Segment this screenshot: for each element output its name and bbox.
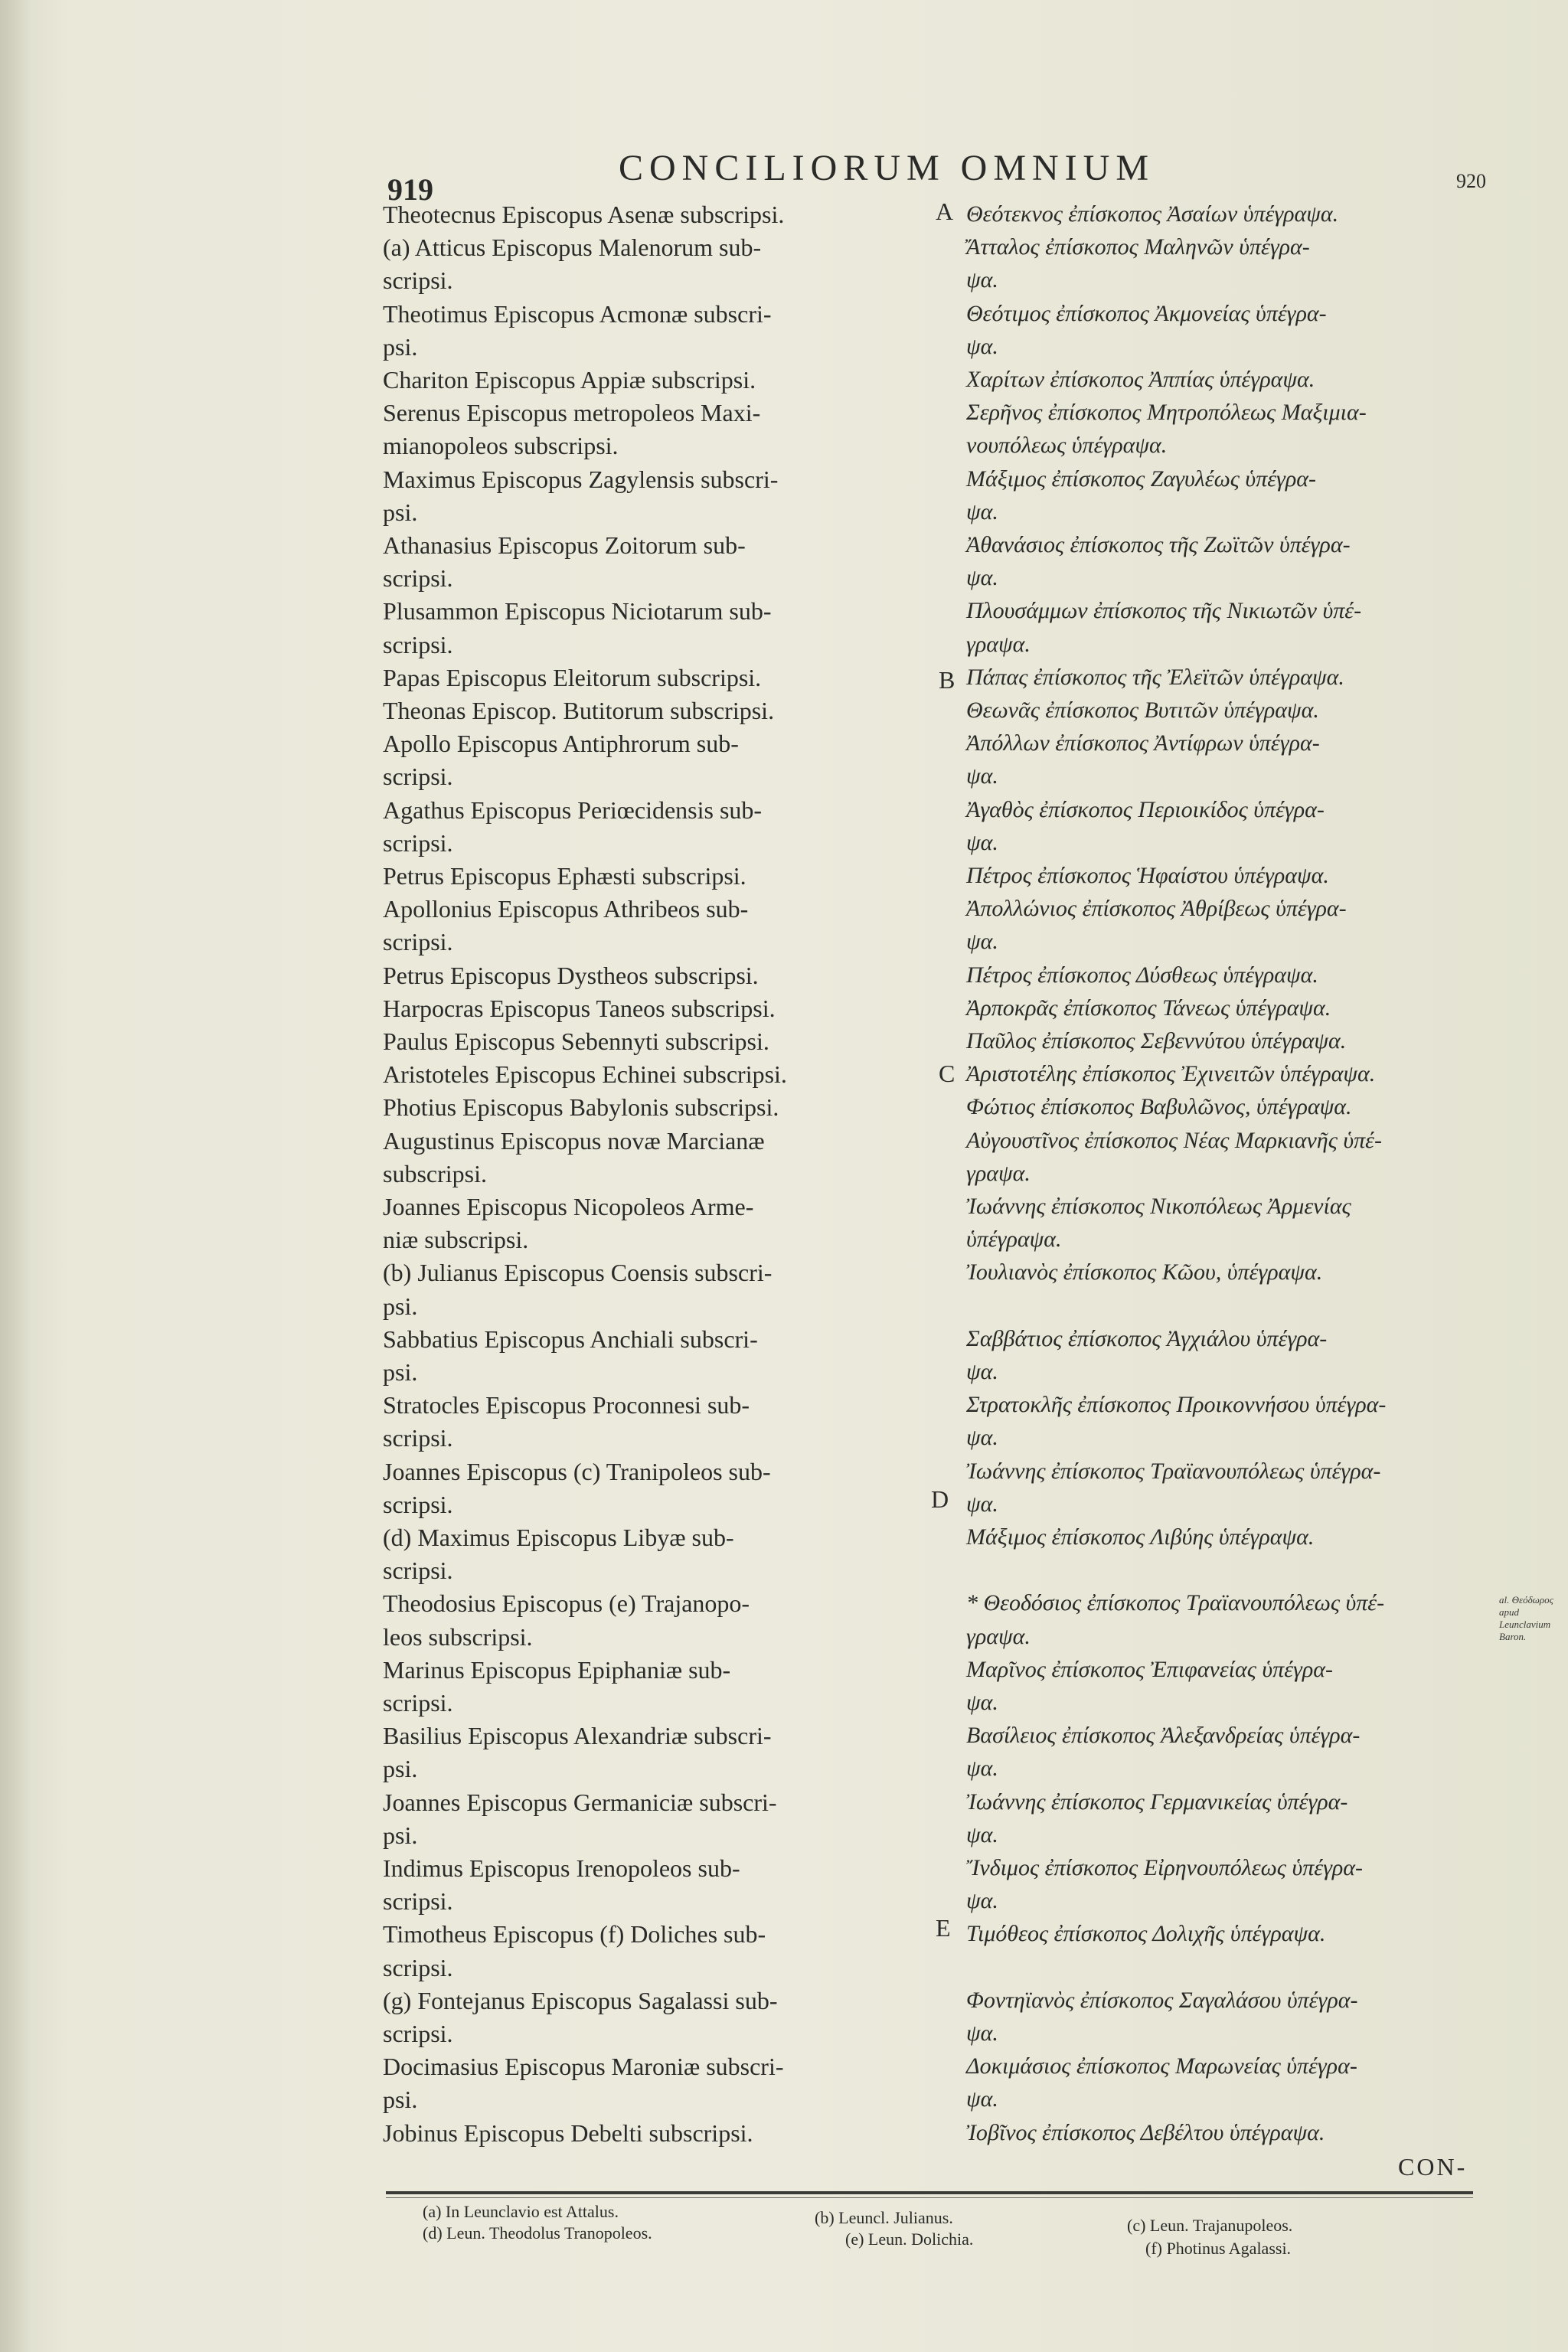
latin-line: psi. [383,332,418,361]
greek-line: Ἄτταλος ἐπίσκοπος Μαληνῶν ὑπέγρα- [966,234,1310,260]
latin-line: psi. [383,498,418,526]
latin-line: scripsi. [383,266,453,295]
greek-line: ψα. [966,2020,998,2046]
greek-line: γραψα. [966,1160,1031,1186]
latin-line: mianopoleos subscripsi. [383,432,619,460]
running-title: CONCILIORUM OMNIUM [619,148,1155,188]
page-header [0,147,1568,207]
greek-line: ψα. [966,267,998,293]
greek-line: Ἀθανάσιος ἐπίσκοπος τῆς Ζωϊτῶν ὑπέγρα- [966,532,1351,557]
latin-line: Plusammon Episcopus Niciotarum sub- [383,597,772,626]
greek-line: Ἰοβῖνος ἐπίσκοπος Δεβέλτου ὑπέγραψα. [966,2119,1325,2145]
latin-line: Timotheus Episcopus (f) Doliches sub- [383,1920,766,1949]
footnote-f: (f) Photinus Agalassi. [1145,2239,1292,2258]
greek-line: Ἀπόλλων ἐπίσκοπος Ἀντίφρων ὑπέγρα- [966,730,1320,756]
latin-line: Athanasius Episcopus Zoitorum sub- [383,531,746,559]
latin-line: scripsi. [383,564,453,593]
latin-line: psi. [383,1292,418,1320]
latin-line: Stratocles Episcopus Proconnesi sub- [383,1391,750,1419]
latin-line: leos subscripsi. [383,1622,533,1651]
latin-line: scripsi. [383,928,453,956]
footnote-c: (c) Leun. Trajanupoleos. [1127,2216,1293,2235]
section-letter-c: C [939,1060,956,1087]
greek-line: ὑπέγραψα. [966,1227,1062,1253]
greek-line: γραψα. [966,631,1031,657]
latin-line: Serenus Episcopus metropoleos Maxi- [383,399,761,427]
greek-line: Ἀπολλώνιος ἐπίσκοπος Ἀθρίβεως ὑπέγρα- [966,896,1347,922]
latin-line: Basilius Episcopus Alexandriæ subscri- [383,1722,772,1750]
latin-line: scripsi. [383,630,453,658]
greek-line: ψα. [966,929,998,955]
latin-line: Apollonius Episcopus Athribeos sub- [383,895,749,923]
latin-line: scripsi. [383,1953,453,1981]
greek-line: ψα. [966,1425,998,1451]
greek-line: Παῦλος ἐπίσκοπος Σεβεννύτου ὑπέγραψα. [966,1028,1347,1054]
greek-line: ψα. [966,1756,998,1782]
greek-line: Ἰουλιανὸς ἐπίσκοπος Κῶου, ὑπέγραψα. [966,1259,1323,1285]
greek-line: ψα. [966,1359,998,1384]
greek-line: Μαρῖνος ἐπίσκοπος Ἐπιφανείας ὑπέγρα- [966,1656,1333,1682]
footnote-b: (b) Leuncl. Julianus. [815,2208,953,2227]
greek-line: Φώτιος ἐπίσκοπος Βαβυλῶνος, ὑπέγραψα. [966,1094,1352,1120]
latin-line: psi. [383,1358,418,1386]
latin-line: (g) Fontejanus Episcopus Sagalassi sub- [383,1986,778,2014]
latin-line: (b) Julianus Episcopus Coensis subscri- [383,1259,773,1287]
section-letter-d: D [931,1485,949,1513]
greek-line: γραψα. [966,1623,1031,1649]
latin-line: psi. [383,1755,418,1783]
greek-line: ψα. [966,2086,998,2112]
latin-line: Theonas Episcop. Butitorum subscripsi. [383,697,775,724]
greek-line: Πέτρος ἐπίσκοπος Ἡφαίστου ὑπέγραψα. [966,863,1329,888]
latin-line: Marinus Episcopus Epiphaniæ sub- [383,1655,731,1684]
greek-line: Σαββάτιος ἐπίσκοπος Ἀγχιάλου ὑπέγρα- [966,1325,1328,1351]
greek-line: Φοντηϊανὸς ἐπίσκοπος Σαγαλάσου ὑπέγρα- [966,1987,1358,2013]
latin-line: Theotecnus Episcopus Asenæ subscripsi. [383,201,785,228]
greek-line: Θεωνᾶς ἐπίσκοπος Βυτιτῶν ὑπέγραψα. [966,697,1319,723]
latin-line: (a) Atticus Episcopus Malenorum sub- [383,234,762,262]
footnote-rule-thin [386,2197,1473,2198]
footnote-e: (e) Leun. Dolichia. [845,2230,974,2249]
latin-line: Joannes Episcopus Nicopoleos Arme- [383,1193,754,1220]
latin-line: Theotimus Episcopus Acmonæ subscri- [383,299,772,328]
greek-line: Βασίλειος ἐπίσκοπος Ἀλεξανδρείας ὑπέγρα- [966,1723,1361,1749]
latin-line: Harpocras Episcopus Taneos subscripsi. [383,994,776,1022]
latin-line: Paulus Episcopus Sebennyti subscripsi. [383,1027,769,1055]
greek-line: Ἴνδιμος ἐπίσκοπος Εἰρηνουπόλεως ὑπέγρα- [966,1855,1364,1880]
greek-line: ψα. [966,498,998,524]
greek-line: Σερῆνος ἐπίσκοπος Μητροπόλεως Μαξιμια- [966,400,1367,426]
latin-line: niæ subscripsi. [383,1226,529,1254]
catchword: CON- [1398,2153,1468,2180]
margin-note: al. Θεόδωρος apud Leunclavium Baron. [1499,1594,1553,1642]
page-number-left: 919 [387,172,433,207]
latin-line: Papas Episcopus Eleitorum subscripsi. [383,663,762,691]
greek-line: Ἰωάννης ἐπίσκοπος Νικοπόλεως Ἀρμενίας [966,1194,1351,1219]
greek-line: ψα. [966,1690,998,1715]
greek-line: Χαρίτων ἐπίσκοπος Ἀππίας ὑπέγραψα. [966,367,1315,392]
section-letter-b: B [939,666,956,694]
latin-line: Aristoteles Episcopus Echinei subscripsi. [383,1060,787,1089]
greek-line: ψα. [966,1888,998,1914]
latin-line: psi. [383,2086,418,2114]
latin-line: Docimasius Episcopus Maroniæ subscri- [383,2053,784,2081]
greek-line: Ἀγαθὸς ἐπίσκοπος Περιοικίδος ὑπέγρα- [966,796,1325,822]
greek-line: ψα. [966,1491,998,1517]
page-number-right: 920 [1456,170,1486,192]
spine-shadow [0,0,31,2352]
latin-line: scripsi. [383,763,453,791]
latin-line: scripsi. [383,2020,453,2047]
greek-line: Πέτρος ἐπίσκοπος Δύσθεως ὑπέγραψα. [966,962,1318,988]
greek-line: Τιμόθεος ἐπίσκοπος Δολιχῆς ὑπέγραψα. [966,1921,1326,1947]
latin-line: scripsi. [383,828,453,857]
latin-line: scripsi. [383,1689,453,1717]
latin-line: subscripsi. [383,1159,487,1187]
latin-line: scripsi. [383,1424,453,1452]
latin-line: Sabbatius Episcopus Anchiali subscri- [383,1325,758,1353]
latin-line: Jobinus Episcopus Debelti subscripsi. [383,2118,753,2147]
greek-line: Αὐγουστῖνος ἐπίσκοπος Νέας Μαρκιανῆς ὑπέ- [966,1127,1382,1153]
latin-line: Photius Episcopus Babylonis subscripsi. [383,1093,779,1122]
latin-line: Petrus Episcopus Dystheos subscripsi. [383,961,759,989]
greek-line: Ἰωάννης ἐπίσκοπος Τραϊανουπόλεως ὑπέγρα- [966,1458,1381,1484]
greek-line: ψα. [966,565,998,591]
greek-line: Μάξιμος ἐπίσκοπος Ζαγυλέως ὑπέγρα- [966,466,1317,492]
latin-line: Apollo Episcopus Antiphrorum sub- [383,730,739,758]
greek-line: ψα. [966,333,998,359]
greek-line: Θεότιμος ἐπίσκοπος Ἀκμονείας ὑπέγρα- [966,300,1327,326]
latin-line: Agathus Episcopus Periœcidensis sub- [383,795,763,824]
section-letter-e: E [936,1914,951,1942]
latin-line: scripsi. [383,1490,453,1518]
latin-line: Petrus Episcopus Ephæsti subscripsi. [383,862,746,890]
greek-line: Μάξιμος ἐπίσκοπος Λιβύης ὑπέγραψα. [966,1524,1315,1550]
latin-line: psi. [383,1821,418,1849]
greek-line: Ἰωάννης ἐπίσκοπος Γερμανικείας ὑπέγρα- [966,1788,1348,1815]
greek-line: ψα. [966,1821,998,1847]
latin-line: Augustinus Episcopus novæ Marcianæ [383,1126,765,1155]
latin-line: Chariton Episcopus Appiæ subscripsi. [383,366,756,394]
greek-line: Πάπας ἐπίσκοπος τῆς Ἐλεϊτῶν ὑπέγραψα. [966,664,1344,690]
greek-line: Ἀριστοτέλης ἐπίσκοπος Ἐχινειτῶν ὑπέγραψα. [966,1061,1376,1087]
latin-line: scripsi. [383,1557,453,1585]
greek-line: Στρατοκλῆς ἐπίσκοπος Προικοννήσου ὑπέγρα- [966,1392,1387,1418]
greek-line: * Θεοδόσιος ἐπίσκοπος Τραϊανουπόλεως ὑπέ- [966,1590,1385,1616]
latin-line: (d) Maximus Episcopus Libyæ sub- [383,1524,734,1551]
greek-line: ψα. [966,829,998,855]
latin-line: Theodosius Episcopus (e) Trajanopo- [383,1589,750,1618]
latin-line: Joannes Episcopus Germaniciæ subscri- [383,1788,777,1816]
footnote-d: (d) Leun. Theodolus Tranopoleos. [423,2223,652,2243]
greek-line: ψα. [966,763,998,789]
latin-line: Joannes Episcopus (c) Tranipoleos sub- [383,1457,771,1485]
greek-line: Δοκιμάσιος ἐπίσκοπος Μαρωνείας ὑπέγρα- [966,2053,1357,2079]
footnote-a: (a) In Leunclavio est Attalus. [423,2202,619,2221]
footnote-rule [386,2191,1473,2194]
greek-line: Πλουσάμμων ἐπίσκοπος τῆς Νικιωτῶν ὑπέ- [966,598,1362,624]
section-letter-a: A [936,198,954,225]
latin-line: Maximus Episcopus Zagylensis subscri- [383,465,779,493]
greek-line: νουπόλεως ὑπέγραψα. [966,433,1168,459]
greek-line: Θεότεκνος ἐπίσκοπος Ἀσαίων ὑπέγραψα. [966,201,1339,227]
greek-line: Ἀρποκρᾶς ἐπίσκοπος Τάνεως ὑπέγραψα. [966,995,1331,1021]
latin-line: Indimus Episcopus Irenopoleos sub- [383,1854,740,1882]
latin-line: scripsi. [383,1887,453,1916]
